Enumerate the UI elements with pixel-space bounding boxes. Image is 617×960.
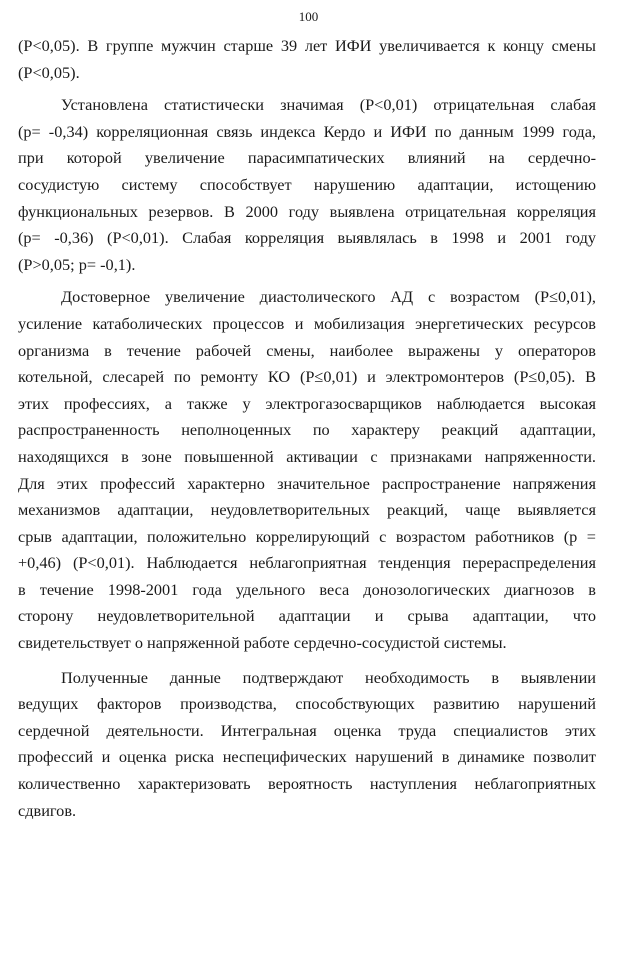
text-line: количественно характеризовать вероятность наступления неблагоприятных [18,774,596,794]
paragraph [18,665,596,825]
text-line: котельной, слесарей по ремонту КО (Р≤0,01) и электромонтеров (Р≤0,05). В [18,367,596,387]
text-line: (Р>0,05; р= -0,1). [18,254,136,274]
paragraph [18,92,596,278]
text-line: в течение 1998-2001 года удельного веса донозологических диагнозов в [18,579,596,599]
text-line: Для этих профессий характерно значительное распространение напряжения [18,473,596,493]
text-line: сторону неудовлетворительной адаптации и срыва адаптации, что [18,606,596,626]
body-text [18,33,596,824]
text-line: (р= -0,34) корреляционная связь индекса Кердо и ИФИ по данным 1999 года, [18,121,596,141]
page-number: 100 [298,9,319,24]
text-line: Установлена статистически значимая (Р<0,01) отрицательная слабая [61,95,596,115]
text-line: (р= -0,36) (Р<0,01). Слабая корреляция выявлялась в 1998 и 2001 году [18,228,596,248]
paragraph [18,284,596,656]
text-line: усиление катаболических процессов и мобилизация энергетических ресурсов [18,313,596,333]
text-line: сосудистую систему способствует нарушению адаптации, истощению [18,174,596,194]
text-line: сдвигов. [18,800,77,820]
text-line: Достоверное увеличение диастолического АД с возрастом (Р≤0,01), [61,287,596,307]
text-line: организма в течение рабочей смены, наиболее выражены у операторов [18,340,596,360]
text-line: срыв адаптации, положительно коррелирующий с возрастом работников (р = [18,526,596,546]
text-line: распространенность неполноценных по характеру реакций адаптации, [18,420,596,440]
text-line: сердечной деятельности. Интегральная оценка труда специалистов этих [18,720,596,740]
text-line: механизмов адаптации, неудовлетворительных реакций, чаще выявляется [18,500,596,520]
text-line: этих профессиях, а также у электрогазосварщиков наблюдается высокая [18,393,596,413]
text-line: при которой увеличение парасимпатических влияний на сердечно- [18,148,596,168]
text-line: +0,46) (Р<0,01). Наблюдается неблагоприятная тенденция перераспределения [18,553,596,573]
text-line: ведущих факторов производства, способствующих развитию нарушений [18,694,596,714]
text-line: Полученные данные подтверждают необходимость в выявлении [61,667,596,687]
text-line: функциональных резервов. В 2000 году выявлена отрицательная корреляция [18,201,596,221]
paragraph [18,33,596,86]
text-line: (Р<0,05). В группе мужчин старше 39 лет ИФИ увеличивается к концу смены [18,36,596,55]
text-line: свидетельствует о напряженной работе сердечно-сосудистой системы. [18,633,507,653]
text-line: (Р<0,05). [18,62,80,82]
text-line: находящихся в зоне повышенной активации с признаками напряженности. [18,446,596,466]
text-line: профессий и оценка риска неспецифических нарушений в динамике позволит [18,747,596,767]
